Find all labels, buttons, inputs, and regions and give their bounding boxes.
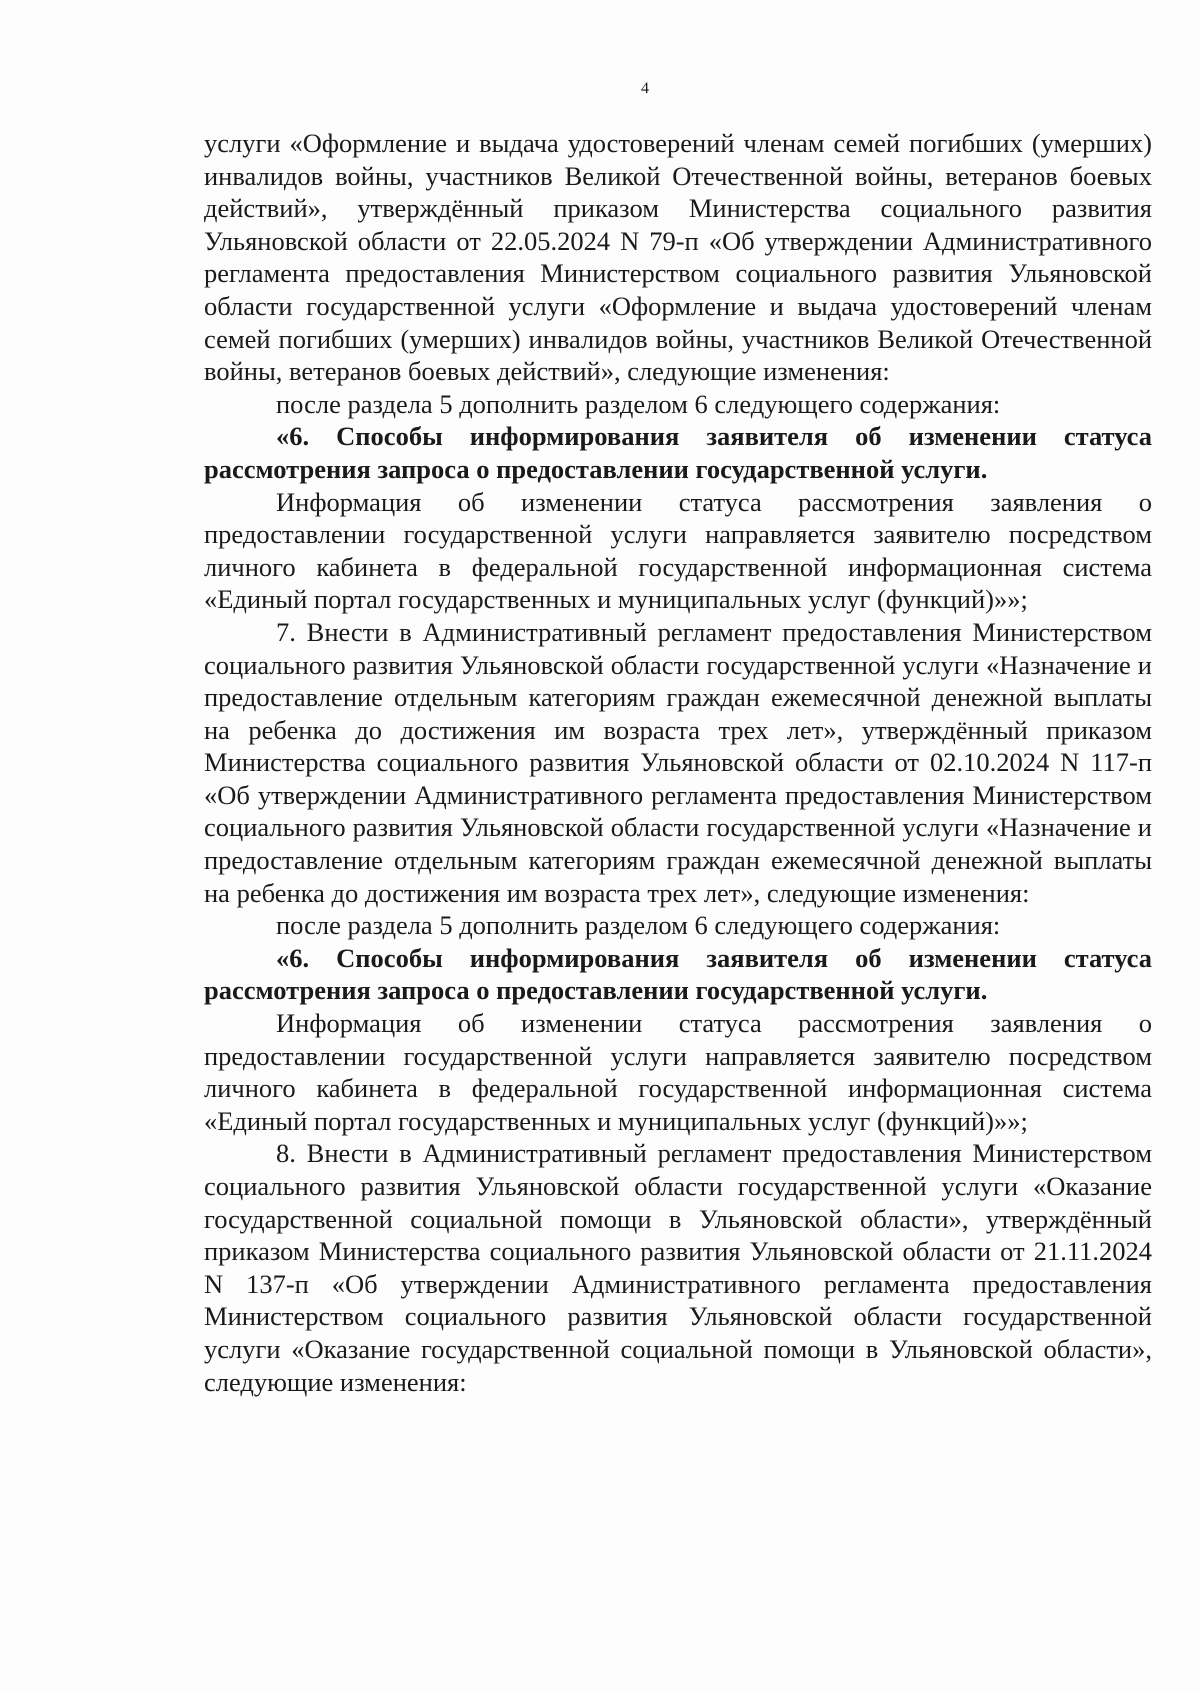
paragraph-amendment-intro: после раздела 5 дополнить разделом 6 следующего содержания: (276, 910, 1001, 941)
paragraph-section-text: Информация об изменении статуса рассмотрения заявления о предоставлении государственной услуги направляется заявителю посредством личного кабинета в федеральной государственной информационная система «Единый портал государственных и муниципальных услуг (функций)»»; (204, 1008, 1152, 1136)
section-heading: «6. Способы информирования заявителя об изменении статуса рассмотрения запроса о предоставлении государственной услуги. (204, 421, 1152, 484)
section-heading: «6. Способы информирования заявителя об изменении статуса рассмотрения запроса о предоставлении государственной услуги. (204, 942, 1152, 1006)
paragraph-item-8: 8. Внести в Административный регламент предоставления Министерством социального развития Ульяновской области государственной услуги «Оказание государственной социальной помощи в Ульяновской области», утверждённый приказом Министерства социального развития Ульяновской области от 21.11.2024 N 137-п «Об утверждении Административного регламента предоставления Министерством социального развития Ульяновской области государственной услуги «Оказание государственной социальной помощи в Ульяновской области», следующие изменения: (204, 1138, 1152, 1397)
page-number: 4 (641, 80, 649, 97)
document-body (204, 127, 1152, 1398)
paragraph-continuation: услуги «Оформление и выдача удостоверений членам семей погибших (умерших) инвалидов войны, участников Великой Отечественной войны, ветеранов боевых действий», утверждённый приказом Министерства социального развития Ульяновской области от 22.05.2024 N 79-п «Об утверждении Административного регламента предоставления Министерством социального развития Ульяновской области государственной услуги «Оформление и выдача удостоверений членам семей погибших (умерших) инвалидов войны, участников Великой Отечественной войны, ветеранов боевых действий», следующие изменения: (204, 128, 1152, 387)
paragraph-amendment-intro: после раздела 5 дополнить разделом 6 следующего содержания: (276, 388, 1001, 419)
paragraph-item-7: 7. Внести в Административный регламент предоставления Министерством социального развития Ульяновской области государственной услуги «Назначение и предоставление отдельным категориям граждан ежемесячной денежной выплаты на ребенка до достижения им возраста трех лет», утверждённый приказом Министерства социального развития Ульяновской области от 02.10.2024 N 117-п «Об утверждении Административного регламента предоставления Министерством социального развития Ульяновской области государственной услуги «Назначение и предоставление отдельным категориям граждан ежемесячной денежной выплаты на ребенка до достижения им возраста трех лет», следующие изменения: (204, 616, 1152, 908)
paragraph-section-text: Информация об изменении статуса рассмотрения заявления о предоставлении государственной услуги направляется заявителю посредством личного кабинета в федеральной государственной информационная система «Единый портал государственных и муниципальных услуг (функций)»»; (204, 486, 1152, 615)
